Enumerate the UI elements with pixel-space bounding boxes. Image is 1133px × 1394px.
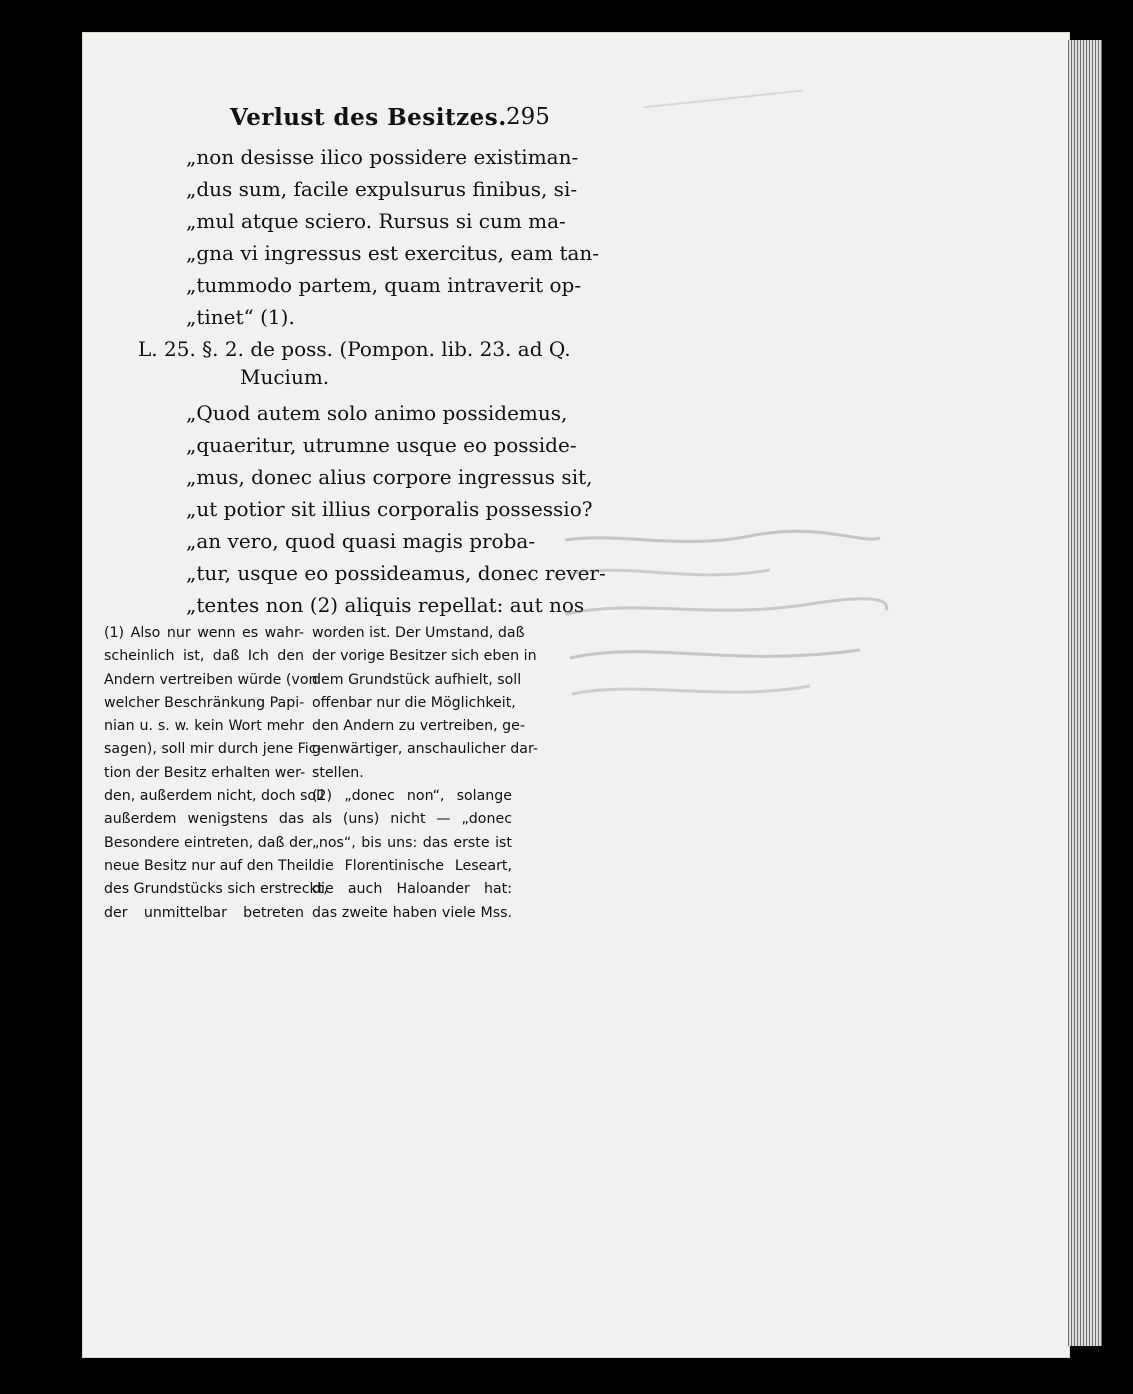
page-number: 295 xyxy=(506,104,550,130)
page-edge-stack xyxy=(1068,40,1102,1346)
body-line: „mul atque sciero. Rursus si cum ma- xyxy=(186,209,566,233)
footnote-line: tion der Besitz erhalten wer- xyxy=(104,764,306,781)
footnote-line: das zweite haben viele Mss. xyxy=(312,904,512,921)
body-line: „ut potior sit illius corporalis possessio? xyxy=(186,497,593,521)
footnote-line: worden ist. Der Umstand, daß xyxy=(312,625,525,641)
footnote-line: die auch Haloander hat: xyxy=(312,881,512,898)
handwriting-scribble-icon xyxy=(560,522,890,712)
body-line: „tur, usque eo possideamus, donec rever- xyxy=(186,561,606,585)
body-line: „non desisse ilico possidere existiman- xyxy=(186,145,579,169)
citation-line: L. 25. §. 2. de poss. (Pompon. lib. 23. ad Q. xyxy=(138,337,571,361)
running-head-title: Verlust des Besitzes. xyxy=(230,104,507,131)
footnote-line: offenbar nur die Möglichkeit, xyxy=(312,694,516,711)
footnote-line: den, außerdem nicht, doch soll xyxy=(104,788,324,805)
body-line: „tentes non (2) aliquis repellat: aut nos xyxy=(186,593,585,617)
footnote-line: der unmittelbar betreten xyxy=(104,904,304,921)
bleed-through-mark xyxy=(641,64,803,109)
footnote-column-right xyxy=(312,622,538,925)
footnote-column-left xyxy=(104,622,328,925)
footnote-line: sagen), soll mir durch jene Fic- xyxy=(104,741,322,758)
footnote-line: als (uns) nicht — „donec xyxy=(312,811,512,828)
footnote-line: den Andern zu vertreiben, ge- xyxy=(312,718,526,735)
footnote-line: des Grundstücks sich erstreckt, xyxy=(104,881,328,898)
citation-line: Mucium. xyxy=(240,365,330,389)
footnote-line: genwärtiger, anschaulicher dar- xyxy=(312,741,538,758)
footnote-line: neue Besitz nur auf den Theil xyxy=(104,857,313,874)
body-line: „an vero, quod quasi magis proba- xyxy=(186,529,536,553)
footnote-line: außerdem wenigstens das xyxy=(104,811,304,828)
body-line: „quaeritur, utrumne usque eo posside- xyxy=(186,433,577,457)
handwritten-annotation-mark xyxy=(560,522,890,712)
body-line: „Quod autem solo animo possidemus, xyxy=(186,401,568,425)
footnote-line: stellen. xyxy=(312,764,364,781)
footnote-line: die Florentinische Leseart, xyxy=(312,857,512,874)
footnote-line: Andern vertreiben würde (von xyxy=(104,671,318,688)
footnote-line: Besondere eintreten, daß der xyxy=(104,834,313,851)
footnote-line: (2) „donec non“, solange xyxy=(312,788,512,805)
footnote-line: nian u. s. w. kein Wort mehr xyxy=(104,718,304,735)
body-line: „tinet“ (1). xyxy=(186,305,295,329)
body-line: „gna vi ingressus est exercitus, eam tan- xyxy=(186,241,600,265)
body-line: „dus sum, facile expulsurus finibus, si- xyxy=(186,177,578,201)
book-page xyxy=(82,32,1070,1358)
footnote-line: dem Grundstück aufhielt, soll xyxy=(312,671,522,688)
footnote-line: „nos“, bis uns: das erste ist xyxy=(312,834,512,851)
body-line: „tummodo partem, quam intraverit op- xyxy=(186,273,582,297)
footnote-line: scheinlich ist, daß Ich den xyxy=(104,648,304,665)
footnote-line: welcher Beschränkung Papi- xyxy=(104,694,305,711)
footnote-line: der vorige Besitzer sich eben in xyxy=(312,648,537,665)
body-line: „mus, donec alius corpore ingressus sit, xyxy=(186,465,593,489)
footnote-line: (1) Also nur wenn es wahr- xyxy=(104,625,304,641)
